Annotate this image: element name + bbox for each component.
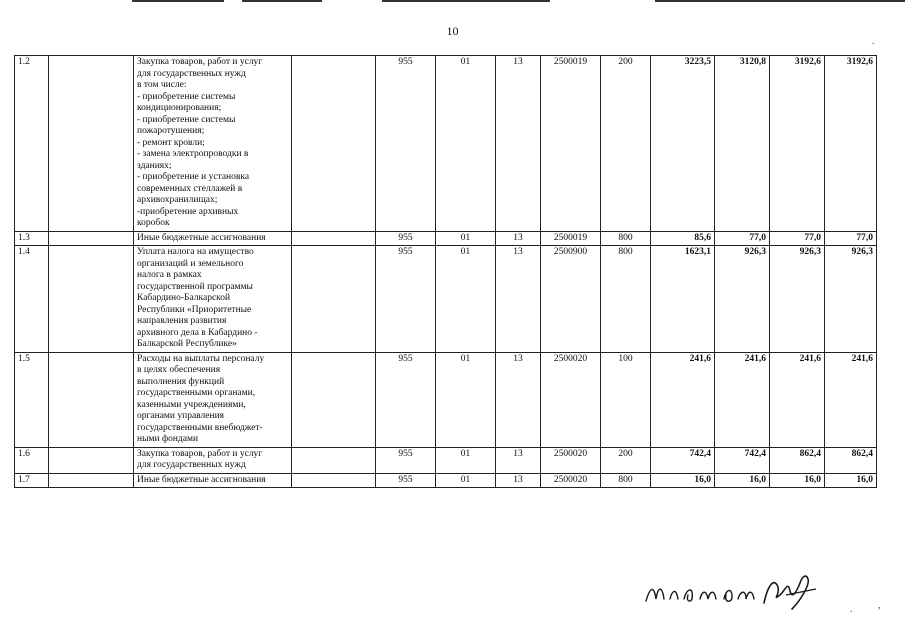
description-line: выполнения функций xyxy=(137,376,225,387)
row-number-cell: 1.7 xyxy=(15,473,49,488)
description-cell xyxy=(134,231,292,246)
vr-cell: 200 xyxy=(601,447,651,473)
description-line: для государственных нужд xyxy=(137,460,246,470)
empty-cell xyxy=(49,447,134,473)
description-line: - ремонт кровли; xyxy=(137,137,205,148)
grbs-cell: 955 xyxy=(376,231,436,246)
row-number-cell: 1.5 xyxy=(15,352,49,447)
description-line: в том числе: xyxy=(137,80,187,90)
pr-cell: 13 xyxy=(496,447,541,473)
scan-speck: . xyxy=(872,36,875,47)
grbs-cell: 955 xyxy=(376,56,436,232)
vr-cell: 800 xyxy=(601,246,651,353)
description-line: Закупка товаров, работ и услуг xyxy=(137,448,263,459)
csr-cell: 2500020 xyxy=(541,473,601,488)
empty-cell xyxy=(292,231,376,246)
amount-cell: 862,4 xyxy=(770,447,825,473)
description-line: Республики «Приоритетные xyxy=(137,304,252,315)
csr-cell: 2500020 xyxy=(541,352,601,447)
amount-cell: 3192,6 xyxy=(825,56,877,232)
description-cell xyxy=(134,352,292,447)
csr-cell: 2500020 xyxy=(541,447,601,473)
csr-cell: 2500019 xyxy=(541,231,601,246)
amount-cell: 16,0 xyxy=(825,473,877,488)
empty-cell xyxy=(49,56,134,232)
amount-cell: 241,6 xyxy=(770,352,825,447)
description-line: налога в рамках xyxy=(137,270,202,280)
vr-cell: 800 xyxy=(601,231,651,246)
description-line: - приобретение системы xyxy=(137,114,236,125)
amount-cell: 926,3 xyxy=(715,246,770,353)
description-line: -приобретение архивных xyxy=(137,206,239,217)
amount-cell: 862,4 xyxy=(825,447,877,473)
vr-cell: 100 xyxy=(601,352,651,447)
rz-cell: 01 xyxy=(436,246,496,353)
pr-cell: 13 xyxy=(496,231,541,246)
scan-edge-mark xyxy=(132,0,224,2)
empty-cell xyxy=(49,231,134,246)
empty-cell xyxy=(49,352,134,447)
signature xyxy=(640,565,820,613)
description-cell xyxy=(134,447,292,473)
vr-cell: 800 xyxy=(601,473,651,488)
amount-cell: 742,4 xyxy=(651,447,715,473)
page-number: 10 xyxy=(446,24,459,38)
row-number-cell: 1.4 xyxy=(15,246,49,353)
empty-cell xyxy=(292,473,376,488)
amount-cell: 241,6 xyxy=(825,352,877,447)
description-line: - замена электропроводки в xyxy=(137,149,249,159)
description-line: государственными органами, xyxy=(137,388,256,398)
description-line: Кабардино-Балкарской xyxy=(137,293,231,303)
description-line: кондиционирования; xyxy=(137,103,222,113)
description-line: коробок xyxy=(137,218,170,228)
csr-cell: 2500900 xyxy=(541,246,601,353)
rz-cell: 01 xyxy=(436,352,496,447)
empty-cell xyxy=(292,447,376,473)
empty-cell xyxy=(292,56,376,232)
pr-cell: 13 xyxy=(496,56,541,232)
amount-cell: 77,0 xyxy=(715,231,770,246)
row-number-cell: 1.2 xyxy=(15,56,49,232)
grbs-cell: 955 xyxy=(376,447,436,473)
description-line: казенными учреждениями, xyxy=(137,399,246,410)
description-line: направления развития xyxy=(137,316,227,326)
row-number-cell: 1.6 xyxy=(15,447,49,473)
grbs-cell: 955 xyxy=(376,473,436,488)
amount-cell: 16,0 xyxy=(651,473,715,488)
scan-edge-mark xyxy=(655,0,905,2)
scan-edge-mark xyxy=(242,0,322,2)
amount-cell: 1623,1 xyxy=(651,246,715,353)
rz-cell: 01 xyxy=(436,56,496,232)
rz-cell: 01 xyxy=(436,473,496,488)
empty-cell xyxy=(292,246,376,353)
description-line: организаций и земельного xyxy=(137,258,244,269)
rz-cell: 01 xyxy=(436,231,496,246)
empty-cell xyxy=(49,473,134,488)
pr-cell: 13 xyxy=(496,246,541,353)
description-line: Расходы на выплаты персоналу xyxy=(137,353,265,364)
description-line: Уплата налога на имущество xyxy=(137,247,254,257)
row-number-cell: 1.3 xyxy=(15,231,49,246)
description-line: - приобретение системы xyxy=(137,91,236,102)
amount-cell: 241,6 xyxy=(715,352,770,447)
table-body xyxy=(15,56,877,488)
description-line: Закупка товаров, работ и услуг xyxy=(137,57,263,67)
description-line: в целях обеспечения xyxy=(137,365,221,375)
amount-cell: 3120,8 xyxy=(715,56,770,232)
empty-cell xyxy=(292,352,376,447)
scan-speck: . xyxy=(850,604,853,615)
description-line: архивохранилищах; xyxy=(137,195,218,205)
empty-cell xyxy=(49,246,134,353)
description-line: ными фондами xyxy=(137,434,199,444)
amount-cell: 241,6 xyxy=(651,352,715,447)
description-line: государственными внебюджет- xyxy=(137,422,263,433)
budget-table xyxy=(14,55,877,488)
description-line: органами управления xyxy=(137,411,225,421)
description-line: Иные бюджетные ассигнования xyxy=(137,474,266,485)
csr-cell: 2500019 xyxy=(541,56,601,232)
amount-cell: 16,0 xyxy=(715,473,770,488)
amount-cell: 926,3 xyxy=(770,246,825,353)
amount-cell: 85,6 xyxy=(651,231,715,246)
pr-cell: 13 xyxy=(496,352,541,447)
description-line: для государственных нужд xyxy=(137,68,246,79)
table-row xyxy=(15,447,877,473)
description-line: Иные бюджетные ассигнования xyxy=(137,232,266,243)
table-row xyxy=(15,246,877,353)
description-line: современных стеллажей в xyxy=(137,183,243,194)
table-row xyxy=(15,352,877,447)
description-line: государственной программы xyxy=(137,281,253,292)
amount-cell: 742,4 xyxy=(715,447,770,473)
table-row xyxy=(15,231,877,246)
amount-cell: 926,3 xyxy=(825,246,877,353)
description-line: пожаротушения; xyxy=(137,126,205,136)
description-line: Балкарской Республике» xyxy=(137,339,237,349)
amount-cell: 16,0 xyxy=(770,473,825,488)
description-cell xyxy=(134,56,292,232)
amount-cell: 3223,5 xyxy=(651,56,715,232)
scan-speck: , xyxy=(878,600,881,611)
vr-cell: 200 xyxy=(601,56,651,232)
description-cell xyxy=(134,473,292,488)
rz-cell: 01 xyxy=(436,447,496,473)
description-line: архивного дела в Кабардино - xyxy=(137,327,258,338)
grbs-cell: 955 xyxy=(376,246,436,353)
scan-edge-mark xyxy=(382,0,550,2)
table-row xyxy=(15,473,877,488)
amount-cell: 77,0 xyxy=(770,231,825,246)
amount-cell: 3192,6 xyxy=(770,56,825,232)
description-line: - приобретение и установка xyxy=(137,172,250,182)
table-row xyxy=(15,56,877,232)
description-cell xyxy=(134,246,292,353)
grbs-cell: 955 xyxy=(376,352,436,447)
description-line: зданиях; xyxy=(137,160,172,171)
pr-cell: 13 xyxy=(496,473,541,488)
amount-cell: 77,0 xyxy=(825,231,877,246)
